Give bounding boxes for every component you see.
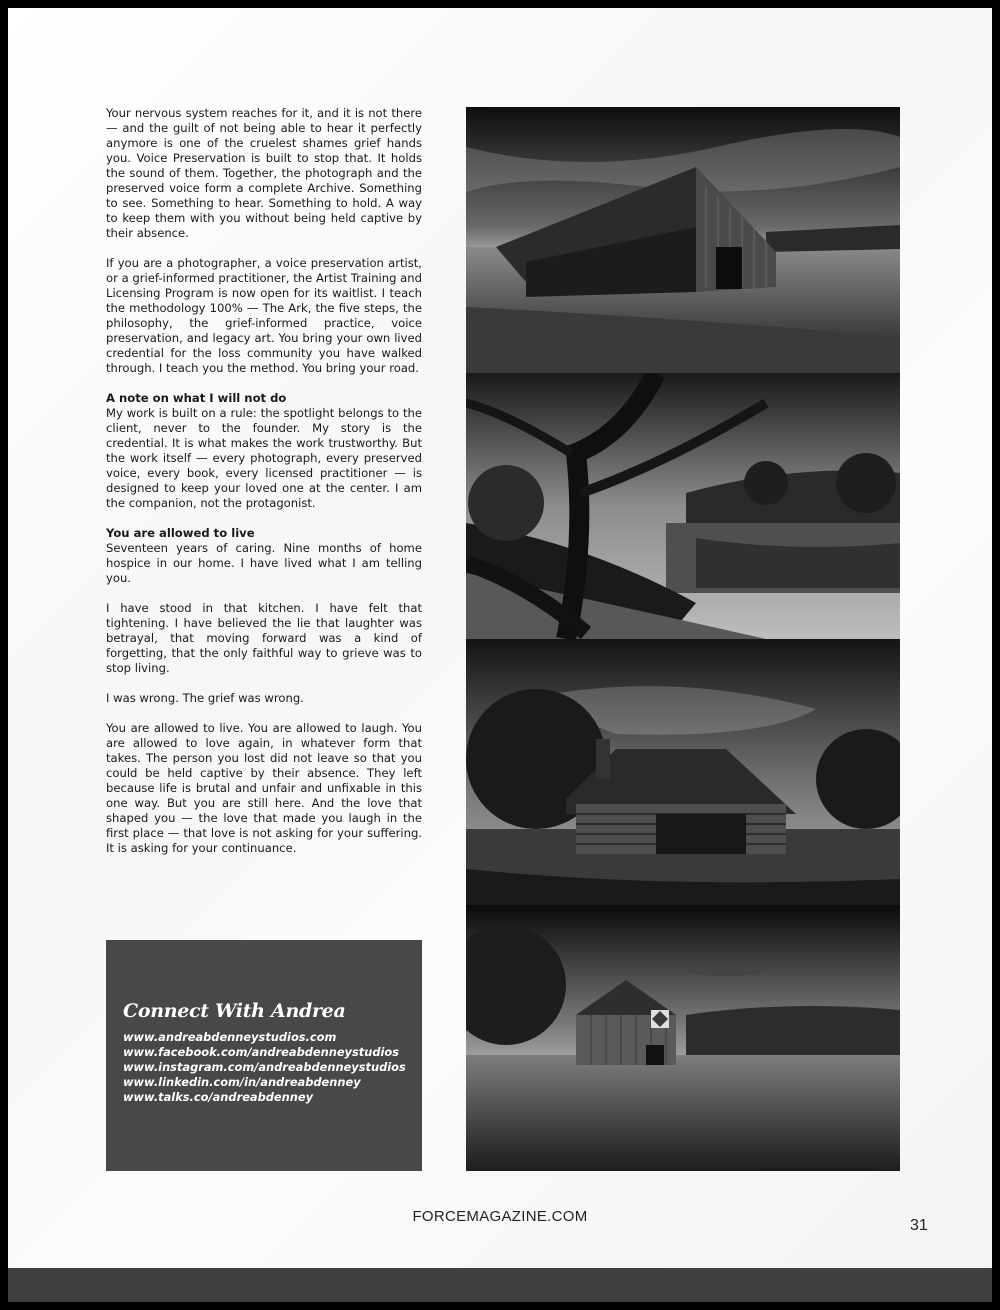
article-paragraph: My work is built on a rule: the spotlight belongs to the client, never to the founder. My story is the credential. It is what makes the work trustworthy. But the work itself — every photograph, every preserved voice, every book, every licensed practitioner — is designed to keep your loved one at the center. I am the companion, not the protagonist. — [106, 406, 422, 510]
linkedin-link[interactable]: www.linkedin.com/in/andreabdenney — [123, 1075, 361, 1089]
barn-photo — [466, 107, 900, 373]
article-paragraph: I was wrong. The grief was wrong. — [106, 691, 304, 705]
talks-link[interactable]: www.talks.co/andreabdenney — [123, 1090, 314, 1104]
connect-title: Connect With Andrea — [123, 1000, 346, 1022]
article-body — [106, 106, 422, 871]
article-paragraph: I have stood in that kitchen. I have felt that tightening. I have believed the lie that laughter was betrayal, that moving forward was a kind of forgetting, that the only faithful way to grieve was to stop living. — [106, 601, 422, 675]
section-heading: You are allowed to live — [106, 526, 255, 540]
article-paragraph: You are allowed to live. You are allowed to laugh. You are allowed to love again, in whatever form that takes. The person you lost did not leave so that you could be held captive by their absence. They left because life is brutal and unfair and unfixable in this one way. But you are still here. And the love that shaped you — the love that made you laugh in the first place — that love is not asking for your suffering. It is asking for your continuance. — [106, 721, 422, 855]
page-number: 31 — [910, 1217, 928, 1234]
tree-pond-image — [466, 373, 900, 639]
section-heading: A note on what I will not do — [106, 391, 287, 405]
footer-site: FORCEMAGAZINE.COM — [412, 1208, 588, 1225]
bottom-bar — [8, 1268, 992, 1302]
photo-column — [466, 107, 900, 1171]
article-paragraph: If you are a photographer, a voice preservation artist, or a grief-informed practitioner, the Artist Training and Licensing Program is now open for its waitlist. I teach the methodology 100% — The Ark, the five steps, the philosophy, the grief-informed practice, voice preservation, and legacy art. You bring your own lived credential for the loss community you have walked through. I teach you the method. You bring your road. — [106, 256, 422, 375]
article-paragraph: Your nervous system reaches for it, and it is not there — and the guilt of not being able to hear it perfectly anymore is one of the cruelest shames grief hands you. Voice Preservation is built to stop that. It holds the sound of them. Together, the photograph and the preserved voice form a complete Archive. Something to see. Something to hear. Something to hold. A way to keep them with you without being held captive by their absence. — [106, 106, 422, 240]
instagram-link[interactable]: www.instagram.com/andreabdenneystudios — [123, 1060, 406, 1074]
article-paragraph: Seventeen years of caring. Nine months of home hospice in our home. I have lived what I am telling you. — [106, 541, 422, 585]
facebook-link[interactable]: www.facebook.com/andreabdenneystudios — [123, 1045, 399, 1059]
quilt-barn-image — [466, 905, 900, 1171]
cabin-photo — [466, 639, 900, 905]
tree-pond-photo — [466, 373, 900, 639]
website-link[interactable]: www.andreabdenneystudios.com — [123, 1030, 337, 1044]
barn-image — [466, 107, 900, 373]
magazine-page — [8, 8, 992, 1302]
quilt-barn-photo — [466, 905, 900, 1171]
cabin-image — [466, 639, 900, 905]
connect-box — [106, 940, 422, 1171]
